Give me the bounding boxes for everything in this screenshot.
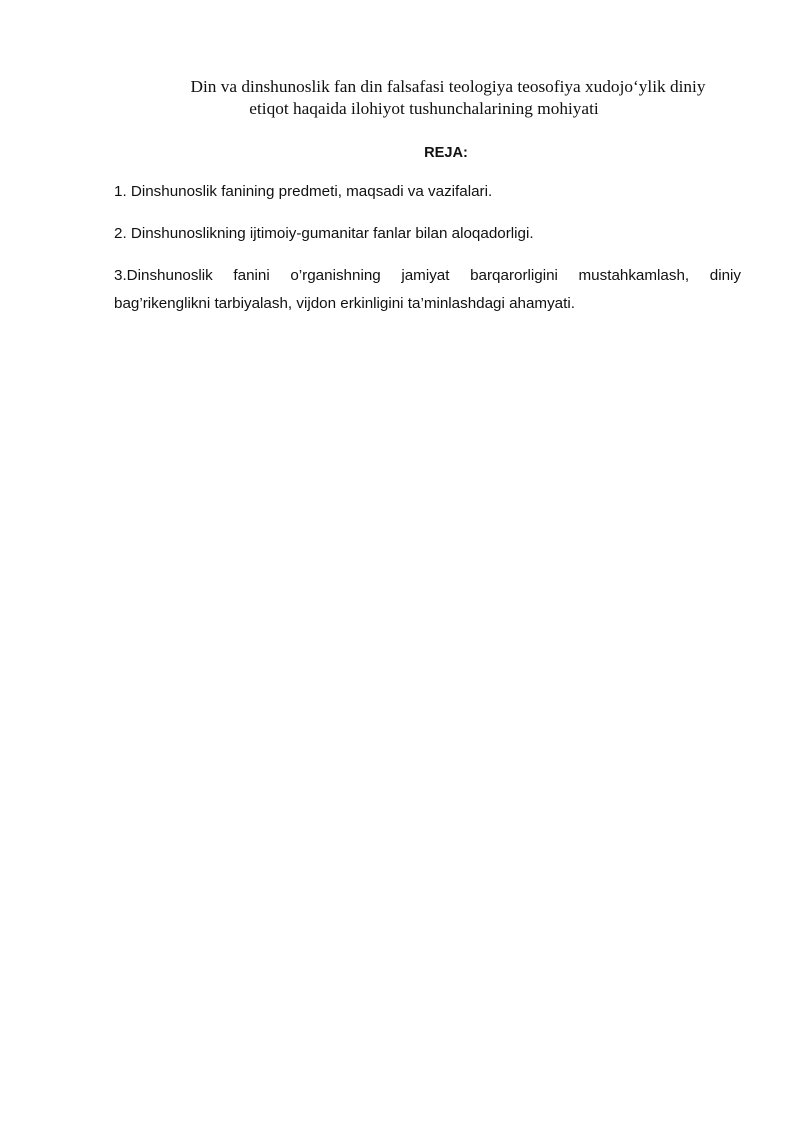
document-title [112, 76, 742, 120]
title-line-2: etiqot haqaida ilohiyot tushunchalarining mohiyati [249, 99, 599, 118]
title-line-1: Din va dinshunoslik fan din falsafasi teologiya teosofiya xudojo‘ylik diniy [190, 77, 706, 96]
plan-item-3: 3.Dinshunoslik fanini o’rganishning jamiyat barqarorligini mustahkamlash, diniy bag’rikenglikni tarbiyalash, vijdon erkinligini ta’minlashdagi ahamyati. [114, 267, 741, 312]
plan-item-1: 1. Dinshunoslik fanining predmeti, maqsadi va vazifalari. [114, 183, 493, 200]
plan-heading: REJA: [424, 145, 468, 161]
plan-list [114, 180, 741, 318]
plan-item-2: 2. Dinshunoslikning ijtimoiy-gumanitar fanlar bilan aloqadorligi. [114, 225, 534, 242]
